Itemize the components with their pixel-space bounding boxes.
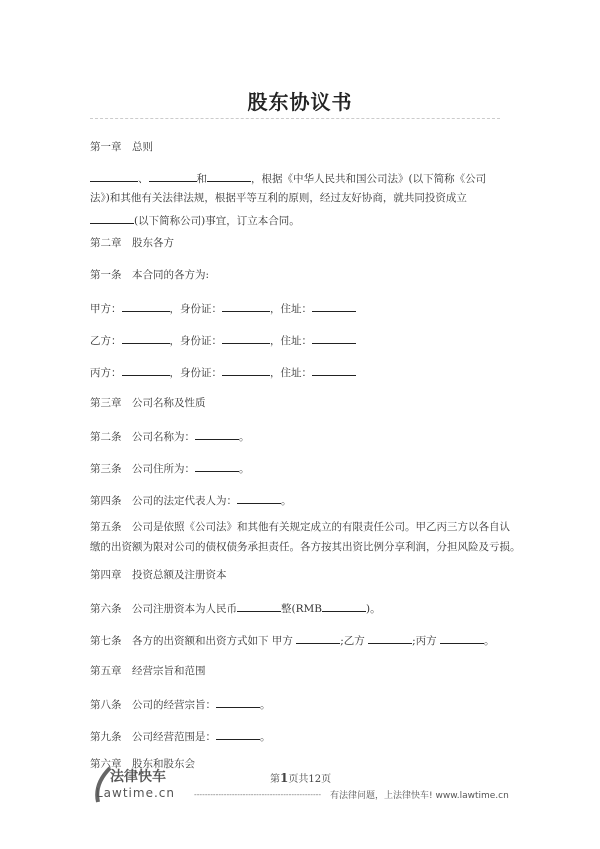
text: 。: [260, 699, 271, 711]
text: 第七条 各方的出资额和出资方式如下 甲方: [90, 635, 297, 647]
lawtime-logo: [92, 766, 202, 806]
chapter-6-heading: 第六章 股东和股东会: [90, 758, 195, 770]
text: 整(RMB: [281, 603, 322, 615]
text: 和: [196, 173, 207, 185]
blank-field[interactable]: [222, 300, 270, 312]
blank-field[interactable]: [195, 428, 239, 440]
logo-text-en: Lawtime.cn: [96, 786, 175, 800]
text: 第八条 公司的经营宗旨：: [90, 699, 216, 711]
blank-field[interactable]: [195, 460, 239, 472]
text: 页共: [288, 774, 309, 785]
text: 。: [239, 463, 250, 475]
article-8: [90, 696, 271, 712]
document-title: 股东协议书: [247, 90, 353, 114]
preamble-line-2: 法》)和其他有关法律法规，根据平等互利的原则，经过友好协商，就共同投资成立: [90, 192, 467, 204]
blank-field[interactable]: [312, 364, 356, 376]
blank-field[interactable]: [216, 696, 260, 708]
blank-field[interactable]: [312, 300, 356, 312]
blank-field[interactable]: [122, 364, 170, 376]
blank-field[interactable]: [440, 632, 484, 644]
text: 。: [281, 495, 292, 507]
text: 。: [260, 731, 271, 743]
blank-field[interactable]: [237, 600, 281, 612]
text: ，身份证：: [169, 367, 222, 379]
blank-field[interactable]: [122, 300, 170, 312]
text: 第九条 公司经营范围是：: [90, 731, 216, 743]
article-5-line-1: 第五条 公司是依照《公司法》和其他有关规定成立的有限责任公司。甲乙丙三方以各自认: [90, 521, 510, 533]
article-2: [90, 428, 250, 444]
text: ;乙方: [340, 635, 369, 647]
blank-field[interactable]: [90, 170, 138, 182]
text: 乙方：: [90, 335, 122, 347]
text: 第: [270, 774, 280, 785]
chapter-5-heading: 第五章 经营宗旨和范围: [90, 665, 206, 677]
party-b-line: [90, 332, 356, 348]
text: ，身份证：: [169, 335, 222, 347]
blank-field[interactable]: [312, 332, 356, 344]
current-page: 1: [280, 771, 289, 785]
blank-field[interactable]: [237, 492, 281, 504]
chapter-3-heading: 第三章 公司名称及性质: [90, 397, 206, 409]
preamble-line-3: [90, 212, 300, 228]
text: 。: [483, 635, 495, 647]
text: 丙方：: [90, 367, 122, 379]
preamble-line-1: [90, 170, 486, 186]
article-1: 第一条 本合同的各方为:: [90, 269, 210, 281]
blank-field[interactable]: [122, 332, 170, 344]
text: 、: [138, 173, 149, 185]
title-divider: [90, 118, 500, 119]
total-pages: 12: [308, 774, 322, 785]
text: (以下简称公司)事宜，订立本合同。: [134, 215, 300, 227]
article-6: [90, 600, 381, 616]
article-9: [90, 728, 271, 744]
text: ，住址：: [270, 367, 312, 379]
blank-field[interactable]: [322, 600, 366, 612]
blank-field[interactable]: [222, 364, 270, 376]
text: ，身份证：: [169, 303, 222, 315]
text: 第四条 公司的法定代表人为：: [90, 495, 237, 507]
text: )。: [365, 603, 381, 615]
party-a-line: [90, 300, 356, 316]
text: ，住址：: [270, 335, 312, 347]
chapter-1-heading: 第一章 总则: [90, 141, 153, 153]
chapter-2-heading: 第二章 股东各方: [90, 237, 174, 249]
footer-slogan[interactable]: 有法律问题，上法律快车! www.lawtime.cn: [330, 791, 509, 801]
text: ，住址：: [270, 303, 312, 315]
chapter-4-heading: 第四章 投资总额及注册资本: [90, 569, 227, 581]
page-number: [270, 770, 331, 785]
blank-field[interactable]: [207, 170, 251, 182]
blank-field[interactable]: [296, 632, 340, 644]
text: 第二条 公司名称为：: [90, 431, 195, 443]
footer-dashed-line: -----------------------------------------------: [194, 790, 322, 799]
blank-field[interactable]: [216, 728, 260, 740]
article-4: [90, 492, 292, 508]
text: 第六条 公司注册资本为人民币: [90, 603, 237, 615]
article-5-line-2: 缴的出资额为限对公司的债权债务承担责任。各方按其出资比例分享利润，分担风险及亏损。: [90, 541, 521, 553]
article-3: [90, 460, 250, 476]
text: 。: [239, 431, 250, 443]
blank-field[interactable]: [222, 332, 270, 344]
article-7: [90, 632, 494, 648]
text: 甲方：: [90, 303, 122, 315]
blank-field[interactable]: [368, 632, 412, 644]
blank-field[interactable]: [149, 170, 197, 182]
text: 页: [321, 774, 332, 785]
logo-text-cn: 法律快车: [110, 769, 166, 785]
blank-field[interactable]: [90, 212, 134, 224]
party-c-line: [90, 364, 356, 380]
text: ;丙方: [412, 635, 440, 647]
text: 第三条 公司住所为：: [90, 463, 195, 475]
text: ，根据《中华人民共和国公司法》(以下简称《公司: [251, 173, 487, 185]
